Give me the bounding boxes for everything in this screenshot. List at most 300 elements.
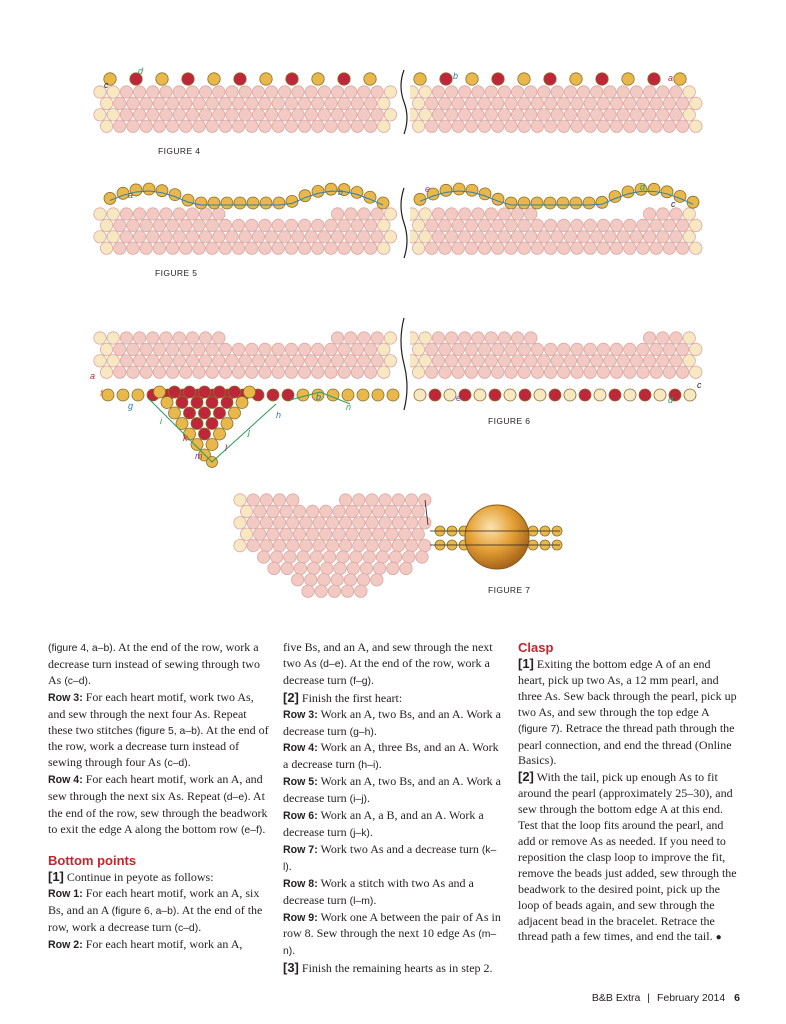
strip-bead bbox=[120, 332, 132, 344]
accent-bead bbox=[414, 73, 426, 85]
heart-bead bbox=[412, 505, 424, 517]
text: . bbox=[198, 919, 202, 934]
strip-bead bbox=[292, 86, 304, 98]
strip-bead bbox=[577, 231, 589, 243]
strip-bead bbox=[133, 231, 145, 243]
strip-bead bbox=[265, 109, 277, 121]
heart-bead bbox=[331, 574, 343, 586]
strip-bead bbox=[676, 343, 688, 355]
strip-bead bbox=[452, 219, 464, 231]
strip-bead bbox=[518, 343, 530, 355]
strip-bead bbox=[147, 86, 159, 98]
strip-bead bbox=[378, 343, 390, 355]
strip-bead bbox=[478, 219, 490, 231]
accent-bead bbox=[286, 73, 298, 85]
strip-bead bbox=[371, 86, 383, 98]
accent-bead bbox=[518, 197, 530, 209]
text: . At the end of the row, work a decrease turn instead of sewing through four As bbox=[48, 722, 269, 770]
strip-bead bbox=[371, 332, 383, 344]
edge-bead bbox=[639, 389, 651, 401]
strip-bead bbox=[445, 109, 457, 121]
strip-bead bbox=[637, 97, 649, 109]
strip-bead bbox=[213, 208, 225, 220]
strip-bead bbox=[279, 231, 291, 243]
heart-bead bbox=[247, 539, 259, 551]
strip-bead bbox=[378, 242, 390, 254]
strip-bead bbox=[610, 242, 622, 254]
strip-bead bbox=[637, 366, 649, 378]
row-label: Row 7: bbox=[283, 843, 318, 856]
edge-bead bbox=[504, 389, 516, 401]
strip-bead bbox=[180, 120, 192, 132]
heart-bead bbox=[254, 505, 266, 517]
strip-bead bbox=[265, 231, 277, 243]
strip-bead bbox=[173, 231, 185, 243]
strip-bead bbox=[459, 208, 471, 220]
strip-bead bbox=[364, 343, 376, 355]
heart-bead bbox=[347, 562, 359, 574]
strip-bead bbox=[384, 355, 396, 367]
strip-bead bbox=[445, 208, 457, 220]
col3-step2-paragraph bbox=[518, 769, 740, 946]
heart-bead bbox=[306, 528, 318, 540]
strip-bead bbox=[246, 120, 258, 132]
text: . At the end of the row, work a decrease turn bbox=[283, 655, 490, 687]
strip-bead bbox=[610, 366, 622, 378]
strip-bead bbox=[511, 86, 523, 98]
strip-bead bbox=[571, 219, 583, 231]
row-label: Row 4: bbox=[283, 742, 318, 755]
strip-bead bbox=[624, 97, 636, 109]
strip-bead bbox=[577, 86, 589, 98]
strip-bead bbox=[378, 97, 390, 109]
page-footer bbox=[592, 992, 740, 1004]
strip-bead bbox=[683, 332, 695, 344]
strip-bead bbox=[544, 120, 556, 132]
strip-bead bbox=[498, 109, 510, 121]
col2-rows bbox=[283, 707, 505, 961]
strip-bead bbox=[426, 242, 438, 254]
point-bead bbox=[229, 386, 241, 398]
strip-bead bbox=[351, 242, 363, 254]
fig5-label-d: d bbox=[640, 182, 646, 192]
strip-bead bbox=[193, 219, 205, 231]
strip-bead bbox=[226, 109, 238, 121]
strip-bead bbox=[351, 97, 363, 109]
strip-bead bbox=[551, 355, 563, 367]
strip-bead bbox=[120, 355, 132, 367]
point-bead bbox=[154, 386, 166, 398]
strip-bead bbox=[186, 355, 198, 367]
strip-bead bbox=[153, 343, 165, 355]
strip-bead bbox=[338, 97, 350, 109]
strip-bead bbox=[127, 366, 139, 378]
edge-bead bbox=[564, 389, 576, 401]
strip-bead bbox=[133, 86, 145, 98]
text: Exiting the bottom edge A of an end heart, pick up two As, a 12 mm pearl, and three As. Sew back through the pearl, pick up two As, and sew through the top edge A bbox=[518, 657, 737, 719]
strip-bead bbox=[690, 343, 702, 355]
strip-bead bbox=[331, 332, 343, 344]
heart-bead bbox=[353, 539, 365, 551]
strip-bead bbox=[538, 231, 550, 243]
accent-bead bbox=[312, 73, 324, 85]
strip-bead bbox=[670, 355, 682, 367]
strip-bead bbox=[292, 231, 304, 243]
text: With the tail, pick up enough As to fit around the pearl (approximately 25–30), and sew through the bottom edge A at this end. Test that the loop fits around the pearl, and add or remove As as needed. If you need to reposition the clasp loop to improve the fit, remove the beads just added, sew through the beadwork to the desired point, pick up the loop of beads again, and sew through the adjacent bead in the bracelet. Retrace the thread path a few times, and end the tail. bbox=[518, 770, 737, 944]
text: Work an A, a B, and an A. Work a decrease turn bbox=[283, 808, 484, 839]
strip-bead bbox=[325, 343, 337, 355]
fig4-label-b: b bbox=[453, 71, 459, 81]
heart-bead bbox=[257, 551, 269, 563]
strip-bead bbox=[94, 332, 106, 344]
fig5-label-c: c bbox=[671, 199, 676, 209]
strip-bead bbox=[459, 86, 471, 98]
accent-bead bbox=[247, 197, 259, 209]
accent-bead bbox=[570, 73, 582, 85]
strip-bead bbox=[465, 219, 477, 231]
pearl-icon bbox=[465, 505, 529, 569]
strip-bead bbox=[226, 355, 238, 367]
strip-bead bbox=[285, 343, 297, 355]
strip-bead bbox=[445, 355, 457, 367]
strip-bead bbox=[325, 242, 337, 254]
text: . bbox=[262, 821, 266, 836]
strip-bead bbox=[219, 120, 231, 132]
strip-bead bbox=[690, 366, 702, 378]
strip-bead bbox=[312, 97, 324, 109]
heart-bead bbox=[260, 539, 272, 551]
ref-cd: (c–d) bbox=[174, 922, 199, 934]
footer-separator: | bbox=[647, 992, 651, 1004]
strip-bead bbox=[292, 109, 304, 121]
strip-bead bbox=[426, 343, 438, 355]
strip-bead bbox=[252, 231, 264, 243]
strip-bead bbox=[498, 231, 510, 243]
strip-bead bbox=[643, 109, 655, 121]
strip-bead bbox=[331, 109, 343, 121]
heart-bead bbox=[333, 505, 345, 517]
heart-bead bbox=[399, 505, 411, 517]
figure-7-caption: FIGURE 7 bbox=[488, 585, 531, 595]
strip-bead bbox=[538, 355, 550, 367]
fig6-label-k: k bbox=[183, 433, 188, 443]
heart-bead bbox=[323, 551, 335, 563]
col2-row-paragraph bbox=[283, 876, 505, 910]
accent-bead bbox=[221, 197, 233, 209]
strip-bead bbox=[492, 366, 504, 378]
heart-bead bbox=[291, 574, 303, 586]
heart-bead bbox=[268, 562, 280, 574]
strip-bead bbox=[153, 120, 165, 132]
heart-bead bbox=[234, 494, 246, 506]
row-label: Row 1: bbox=[48, 887, 83, 900]
heart-bead bbox=[326, 539, 338, 551]
row-label: Row 2: bbox=[48, 938, 83, 951]
heart-bead bbox=[328, 585, 340, 597]
column-1 bbox=[48, 640, 270, 953]
strip-bead bbox=[597, 343, 609, 355]
strip-bead bbox=[485, 86, 497, 98]
heart-bead bbox=[339, 494, 351, 506]
edge-bead bbox=[357, 389, 369, 401]
strip-bead bbox=[140, 97, 152, 109]
strip-bead bbox=[213, 231, 225, 243]
heart-bead bbox=[333, 528, 345, 540]
strip-bead bbox=[690, 219, 702, 231]
strip-bead bbox=[505, 97, 517, 109]
strip-bead bbox=[193, 366, 205, 378]
strip-bead bbox=[650, 120, 662, 132]
heart-bead bbox=[305, 574, 317, 586]
strip-bead bbox=[331, 355, 343, 367]
text: For each heart motif, work an A, six Bs, and an A bbox=[48, 885, 260, 917]
strip-bead bbox=[505, 343, 517, 355]
strip-bead bbox=[577, 109, 589, 121]
strip-bead bbox=[419, 231, 431, 243]
strip-bead bbox=[412, 219, 424, 231]
strip-bead bbox=[597, 219, 609, 231]
strip-bead bbox=[219, 219, 231, 231]
strip-bead bbox=[298, 343, 310, 355]
heart-bead bbox=[357, 574, 369, 586]
heart-bead bbox=[320, 528, 332, 540]
accent-bead bbox=[570, 197, 582, 209]
strip-bead bbox=[120, 208, 132, 220]
strip-bead bbox=[419, 208, 431, 220]
heart-bead bbox=[320, 505, 332, 517]
text: Finish the first heart: bbox=[298, 690, 403, 705]
heart-bead bbox=[310, 551, 322, 563]
edge-bead bbox=[534, 389, 546, 401]
strip-bead bbox=[663, 343, 675, 355]
accent-bead bbox=[156, 185, 168, 197]
text: For each heart motif, work an A, and sew through the next six As. Repeat bbox=[48, 772, 263, 804]
strip-bead bbox=[219, 242, 231, 254]
strip-bead bbox=[551, 231, 563, 243]
heart-bead bbox=[366, 517, 378, 529]
heart-bead bbox=[280, 505, 292, 517]
strip-bead bbox=[478, 343, 490, 355]
heart-bead bbox=[267, 528, 279, 540]
ref-ef: (e–f) bbox=[240, 824, 263, 836]
strip-bead bbox=[597, 97, 609, 109]
text: Work a stitch with two As and a decrease turn bbox=[283, 875, 474, 907]
strip-bead bbox=[472, 355, 484, 367]
strip-bead bbox=[531, 219, 543, 231]
strip-bead bbox=[558, 219, 570, 231]
strip-bead bbox=[285, 219, 297, 231]
strip-bead bbox=[166, 97, 178, 109]
strip-bead bbox=[120, 109, 132, 121]
point-bead bbox=[169, 407, 181, 419]
strip-bead bbox=[133, 109, 145, 121]
heart-bead bbox=[416, 551, 428, 563]
strip-bead bbox=[584, 242, 596, 254]
strip-bead bbox=[564, 86, 576, 98]
strip-bead bbox=[452, 242, 464, 254]
heart-bead bbox=[405, 539, 417, 551]
fig6-label-a: a bbox=[90, 371, 96, 381]
strip-bead bbox=[140, 366, 152, 378]
strip-bead bbox=[384, 86, 396, 98]
strip-bead bbox=[114, 343, 126, 355]
edge-bead bbox=[372, 389, 384, 401]
strip-bead bbox=[670, 109, 682, 121]
accent-bead bbox=[544, 197, 556, 209]
accent-bead bbox=[234, 73, 246, 85]
strip-bead bbox=[452, 366, 464, 378]
strip-bead bbox=[643, 332, 655, 344]
strip-bead bbox=[432, 109, 444, 121]
strip-bead bbox=[239, 231, 251, 243]
strip-bead bbox=[246, 366, 258, 378]
edge-bead bbox=[594, 389, 606, 401]
point-bead bbox=[221, 397, 233, 409]
edge-bead bbox=[489, 389, 501, 401]
strip-bead bbox=[525, 332, 537, 344]
strip-bead bbox=[232, 219, 244, 231]
edge-bead bbox=[579, 389, 591, 401]
heart-bead bbox=[234, 517, 246, 529]
strip-bead bbox=[153, 97, 165, 109]
strip-bead bbox=[252, 109, 264, 121]
step-number: [2] bbox=[518, 769, 534, 785]
strip-bead bbox=[186, 231, 198, 243]
fig6-label-n: n bbox=[346, 402, 352, 412]
fig4-label-a: a bbox=[668, 73, 674, 83]
strip-bead bbox=[577, 355, 589, 367]
strip-bead bbox=[160, 355, 172, 367]
strip-bead bbox=[186, 332, 198, 344]
point-bead bbox=[229, 407, 241, 419]
strip-bead bbox=[120, 86, 132, 98]
strip-bead bbox=[140, 120, 152, 132]
strip-bead bbox=[663, 366, 675, 378]
fig6-label-h: h bbox=[276, 410, 282, 420]
strip-bead bbox=[604, 86, 616, 98]
heart-bead bbox=[341, 585, 353, 597]
strip-bead bbox=[133, 208, 145, 220]
edge-bead bbox=[387, 389, 399, 401]
point-bead bbox=[206, 397, 218, 409]
edge-bead bbox=[342, 389, 354, 401]
strip-bead bbox=[518, 219, 530, 231]
strip-bead bbox=[364, 97, 376, 109]
strip-bead bbox=[114, 242, 126, 254]
strip-bead bbox=[371, 355, 383, 367]
fig6-label-b: b bbox=[316, 392, 322, 402]
heart-bead bbox=[306, 505, 318, 517]
point-bead bbox=[184, 386, 196, 398]
strip-bead bbox=[259, 343, 271, 355]
accent-bead bbox=[674, 73, 686, 85]
strip-bead bbox=[478, 97, 490, 109]
accent-bead bbox=[208, 197, 220, 209]
strip-bead bbox=[426, 97, 438, 109]
strip-bead bbox=[219, 343, 231, 355]
strip-bead bbox=[114, 219, 126, 231]
strip-bead bbox=[160, 86, 172, 98]
strip-bead bbox=[325, 219, 337, 231]
strip-bead bbox=[650, 343, 662, 355]
strip-bead bbox=[617, 231, 629, 243]
heart-bead bbox=[287, 539, 299, 551]
strip-bead bbox=[199, 332, 211, 344]
heart-bead bbox=[302, 585, 314, 597]
strip-bead bbox=[571, 366, 583, 378]
step-number: [1] bbox=[518, 656, 534, 671]
strip-bead bbox=[630, 355, 642, 367]
strip-bead bbox=[617, 109, 629, 121]
accent-bead bbox=[273, 197, 285, 209]
strip-bead bbox=[213, 86, 225, 98]
strip-bead bbox=[325, 120, 337, 132]
point-bead bbox=[169, 386, 181, 398]
col2-row-paragraph bbox=[283, 740, 505, 774]
strip-bead bbox=[584, 97, 596, 109]
strip-bead bbox=[259, 366, 271, 378]
col2-row-paragraph bbox=[283, 808, 505, 842]
strip-bead bbox=[525, 355, 537, 367]
strip-bead bbox=[465, 343, 477, 355]
text: . bbox=[366, 791, 370, 806]
strip-bead bbox=[331, 231, 343, 243]
strip-bead bbox=[325, 366, 337, 378]
strip-bead bbox=[160, 109, 172, 121]
strip-bead bbox=[452, 120, 464, 132]
strip-bead bbox=[544, 219, 556, 231]
heart-bead bbox=[405, 494, 417, 506]
heart-bead bbox=[337, 551, 349, 563]
strip-bead bbox=[584, 343, 596, 355]
strip-bead bbox=[100, 97, 112, 109]
strip-bead bbox=[597, 242, 609, 254]
step-number: [2] bbox=[283, 689, 299, 705]
heart-bead bbox=[405, 517, 417, 529]
strip-bead bbox=[564, 355, 576, 367]
strip-bead bbox=[246, 242, 258, 254]
strip-bead bbox=[657, 109, 669, 121]
strip-bead bbox=[94, 231, 106, 243]
text: Continue in peyote as follows: bbox=[63, 869, 214, 884]
strip-bead bbox=[485, 355, 497, 367]
strip-bead bbox=[558, 120, 570, 132]
strip-bead bbox=[426, 219, 438, 231]
accent-bead bbox=[466, 184, 478, 196]
strip-bead bbox=[246, 219, 258, 231]
strip-bead bbox=[604, 231, 616, 243]
col1-bottom-row2-paragraph bbox=[48, 937, 270, 954]
heart-bead bbox=[247, 494, 259, 506]
heart-bead bbox=[273, 494, 285, 506]
strip-bead bbox=[676, 242, 688, 254]
text: . bbox=[373, 892, 377, 907]
strip-bead bbox=[239, 109, 251, 121]
strip-bead bbox=[630, 231, 642, 243]
thread-path bbox=[150, 400, 276, 462]
point-bead bbox=[199, 428, 211, 440]
strip-bead bbox=[140, 242, 152, 254]
publication-name: B&B Extra bbox=[591, 992, 641, 1004]
strip-bead bbox=[147, 231, 159, 243]
strip-bead bbox=[246, 97, 258, 109]
fig5-label-a: a bbox=[128, 190, 134, 200]
strip-bead bbox=[378, 366, 390, 378]
strip-bead bbox=[173, 355, 185, 367]
strip-bead bbox=[180, 97, 192, 109]
heart-bead bbox=[372, 528, 384, 540]
strip-bead bbox=[663, 120, 675, 132]
